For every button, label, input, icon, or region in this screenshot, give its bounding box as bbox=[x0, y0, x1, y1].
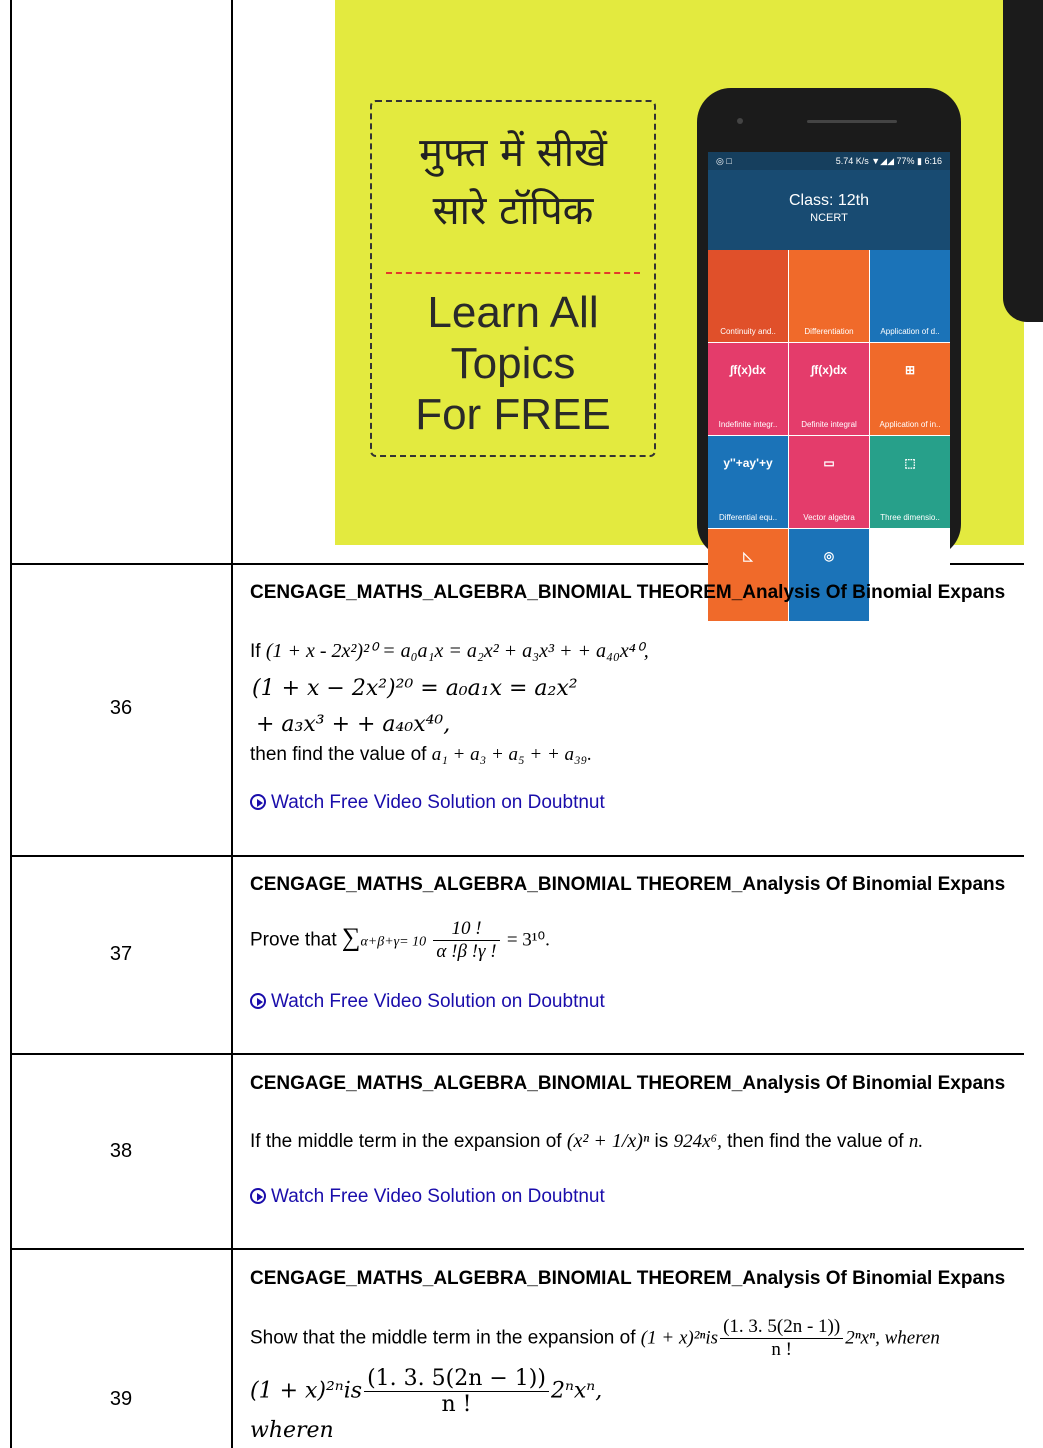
if-word: If bbox=[250, 641, 261, 662]
status-right: 5.74 K/s ▼◢◢ 77% ▮ 6:16 bbox=[835, 155, 942, 166]
row-divider bbox=[10, 855, 1024, 857]
dashed-separator bbox=[386, 272, 640, 274]
question-text: Prove that bbox=[250, 929, 337, 951]
math-expression: (1 + x − 2x²)²⁰ = a₀a₁x = a₂x² bbox=[252, 676, 578, 701]
question-number: 37 bbox=[109, 943, 133, 965]
question-line bbox=[250, 638, 649, 663]
math-expression: (1 + x)²ⁿis bbox=[250, 1378, 363, 1404]
fraction-numerator: (1. 3. 5(2n - 1)) bbox=[720, 1316, 843, 1339]
play-circle-icon bbox=[250, 794, 266, 810]
promo-banner[interactable] bbox=[335, 0, 1024, 563]
question-text: is bbox=[654, 1131, 669, 1152]
hindi-line-2: सारे टॉपिक bbox=[432, 188, 594, 234]
video-solution-link[interactable] bbox=[250, 1186, 605, 1208]
second-phone-edge bbox=[1003, 0, 1043, 322]
topic-tile-icon: ◎ bbox=[823, 549, 835, 563]
math-expression: (1 + x)²ⁿis bbox=[640, 1327, 719, 1349]
question-number: 39 bbox=[109, 1388, 133, 1410]
speaker-icon bbox=[807, 120, 897, 123]
sigma-symbol: ∑ bbox=[341, 922, 361, 952]
fraction bbox=[364, 1366, 549, 1417]
topic-tile bbox=[708, 343, 788, 435]
row-divider bbox=[10, 1053, 1024, 1055]
topic-tile-label: Differentiation bbox=[804, 327, 854, 336]
topic-tile-label: Definite integral bbox=[801, 420, 857, 429]
question-number: 36 bbox=[109, 697, 133, 719]
english-line-3: For FREE bbox=[415, 390, 611, 439]
topic-tile bbox=[708, 529, 788, 621]
status-left: ◎ □ bbox=[716, 155, 732, 166]
fraction-denominator: n ! bbox=[441, 1392, 472, 1417]
fraction-numerator: (1. 3. 5(2n − 1)) bbox=[364, 1366, 549, 1392]
sum-subscript: α+β+γ= 10 bbox=[360, 934, 427, 950]
app-header bbox=[708, 170, 950, 250]
question-line bbox=[250, 1316, 940, 1361]
topic-tile bbox=[870, 436, 950, 528]
topic-tile bbox=[789, 343, 869, 435]
question-text: If the middle term in the expansion of bbox=[250, 1131, 562, 1152]
question-number: 38 bbox=[109, 1140, 133, 1162]
math-expression: 2ⁿxⁿ, bbox=[550, 1378, 603, 1404]
topic-tile-icon: ◺ bbox=[743, 549, 753, 563]
class-title: Class: 12th bbox=[788, 192, 870, 209]
english-line-1: Learn All bbox=[427, 288, 599, 337]
promo-english-text bbox=[372, 287, 654, 440]
question-heading: CENGAGE_MATHS_ALGEBRA_BINOMIAL THEOREM_Analysis Of Binomial Expans bbox=[250, 1268, 1006, 1289]
topic-tile-label: Three dimensio.. bbox=[880, 513, 940, 522]
status-bar bbox=[708, 152, 950, 170]
promo-hindi-text bbox=[372, 124, 654, 240]
link-label: Watch Free Video Solution on Doubtnut bbox=[271, 991, 605, 1012]
question-heading: CENGAGE_MATHS_ALGEBRA_BINOMIAL THEOREM_Analysis Of Binomial Expans bbox=[250, 874, 1006, 895]
math-expression: 2ⁿxⁿ, wheren bbox=[845, 1327, 940, 1349]
math-expression: wheren bbox=[250, 1418, 334, 1443]
question-text: then find the value of bbox=[727, 1131, 904, 1152]
link-label: Watch Free Video Solution on Doubtnut bbox=[271, 792, 605, 813]
phone-mockup bbox=[697, 88, 961, 563]
row-divider bbox=[10, 1248, 1024, 1250]
math-expression-line bbox=[250, 1366, 602, 1417]
math-expression: = 3¹⁰. bbox=[506, 929, 550, 951]
play-circle-icon bbox=[250, 993, 266, 1009]
topic-tile-label: Differential equ.. bbox=[718, 513, 778, 522]
question-text: then find the value of bbox=[250, 744, 427, 765]
topic-tile-label bbox=[708, 601, 788, 621]
question-text: Show that the middle term in the expansion of bbox=[250, 1327, 636, 1349]
topic-tile-icon: ▭ bbox=[823, 456, 835, 470]
question-line bbox=[250, 918, 550, 963]
table-column-divider bbox=[231, 0, 233, 1448]
promo-text-box bbox=[370, 100, 656, 457]
fraction bbox=[720, 1316, 843, 1361]
fraction-denominator: α !β !γ ! bbox=[436, 941, 497, 962]
topic-tile bbox=[789, 250, 869, 342]
topic-tile bbox=[789, 436, 869, 528]
topic-tile-label: Application of d.. bbox=[880, 327, 940, 336]
math-expression: n. bbox=[908, 1131, 924, 1152]
topic-tile-label: Vector algebra bbox=[803, 513, 855, 522]
math-expression: + a₃x³ + + a₄₀x⁴⁰, bbox=[256, 712, 451, 737]
topic-tile-label: Continuity and.. bbox=[720, 327, 776, 336]
topic-grid bbox=[708, 250, 950, 621]
play-circle-icon bbox=[250, 1188, 266, 1204]
camera-dot bbox=[737, 118, 743, 124]
topic-tile bbox=[789, 529, 869, 621]
topic-tile bbox=[708, 250, 788, 342]
phone-screen bbox=[708, 152, 950, 562]
topic-tile-icon: ∫f(x)dx bbox=[811, 363, 847, 377]
topic-tile-icon: ∫f(x)dx bbox=[730, 363, 766, 377]
topic-tile-label bbox=[870, 601, 950, 621]
question-heading: CENGAGE_MATHS_ALGEBRA_BINOMIAL THEOREM_Analysis Of Binomial Expans bbox=[250, 582, 1006, 603]
topic-tile-label: Indefinite integr.. bbox=[718, 420, 778, 429]
math-expression: 924x⁶, bbox=[673, 1131, 722, 1152]
board-label: NCERT bbox=[810, 212, 848, 224]
topic-tile-icon: y''+ay'+y bbox=[723, 456, 773, 470]
question-line bbox=[250, 744, 592, 766]
table-border-left bbox=[10, 0, 12, 1448]
topic-tile-label: Application of in.. bbox=[879, 420, 941, 429]
video-solution-link[interactable] bbox=[250, 991, 605, 1013]
topic-tile bbox=[870, 529, 950, 621]
question-heading: CENGAGE_MATHS_ALGEBRA_BINOMIAL THEOREM_Analysis Of Binomial Expans bbox=[250, 1073, 1006, 1094]
english-line-2: Topics bbox=[450, 339, 576, 388]
topic-tile bbox=[708, 436, 788, 528]
topic-tile-icon: ⊞ bbox=[904, 363, 916, 377]
topic-tile bbox=[870, 250, 950, 342]
topic-tile bbox=[870, 343, 950, 435]
fraction-denominator: n ! bbox=[771, 1339, 792, 1360]
math-expression: (x² + 1/x)ⁿ bbox=[566, 1130, 650, 1152]
question-line bbox=[250, 1130, 923, 1153]
math-expression: a₁ + a₃ + a₅ + + a₃₉. bbox=[431, 744, 593, 765]
video-solution-link[interactable] bbox=[250, 792, 605, 814]
hindi-line-1: मुफ्त में सीखें bbox=[419, 130, 607, 176]
math-expression: (1 + x - 2x²)²⁰ = a₀a₁x = a₂x² + a₃x³ + + a₄₀x⁴⁰, bbox=[265, 640, 649, 662]
topic-tile-label bbox=[789, 601, 869, 621]
link-label: Watch Free Video Solution on Doubtnut bbox=[271, 1186, 605, 1207]
fraction-numerator: 10 ! bbox=[433, 918, 499, 941]
topic-tile-icon: ⬚ bbox=[904, 456, 916, 470]
fraction bbox=[433, 918, 499, 963]
